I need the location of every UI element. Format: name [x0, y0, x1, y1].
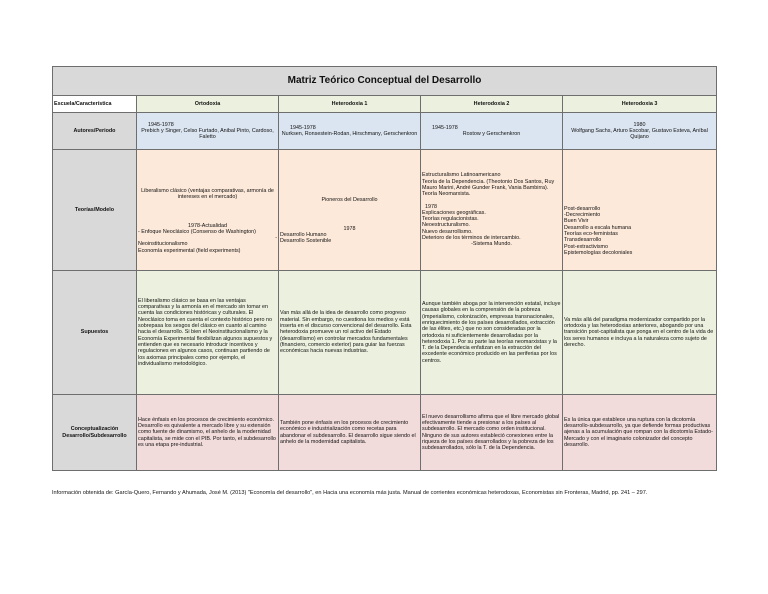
- row-autores: [53, 113, 717, 150]
- row-teorias: [53, 150, 717, 271]
- theory-list: [422, 210, 561, 248]
- period-text: 1945-1978: [432, 124, 458, 131]
- list-item: Teoría Neomarxista.: [422, 191, 471, 198]
- cell-supuestos-ortodoxia: El liberalismo clásico se basa en las ventajas comparativas y la armonía en el mercado sin tomar en cuenta las condiciones históricas y culturales. El Neoclásico toma en cuenta el contexto histórico pero no sobrepasa los sesgos del clásico en cuanto al camino hacia el desarrollo. Si bien el Neoinstitucionalismo y la Economía Experimental flexibilizan algunos supuestos y entienden que es necesario introducir incentivos y regulaciones en algunos casos, continuan partiendo de los axiomas principales como por ejemplo, el individualismo metodológico.: [137, 271, 279, 395]
- column-header-heterodoxia-2: Heterodoxia 2: [421, 96, 563, 113]
- list-item: Estructuralismo Latinoamericano: [422, 172, 501, 179]
- cell-autores-ortodoxia: [137, 113, 279, 150]
- list-item: - Enfoque Neoclásico (Consenso de Washington): [138, 228, 256, 235]
- corner-header: Escuela/Característica: [53, 96, 137, 113]
- list-item: Epistemologías decoloniales: [564, 249, 633, 256]
- cell-supuestos-heterodoxia-2: Aunque también aboga por la intervención estatal, incluye causas globales en la comprensión de la pobreza (imperialismo, colonización, empresas transnacionales, enriquecimiento de los países desarrollados, extracción de las élites, etc.) que no son consideradas por la ortodoxia ni suficientemente desarrolladas por la heterodoxia 1. Por su parte las teorías neomarxistas y la T. de la Dependecia enfatizan en la extracción del excedente económico producido en las periferias por los centros.: [421, 271, 563, 395]
- row-supuestos: [53, 271, 717, 395]
- cell-autores-heterodoxia-2: [421, 113, 563, 150]
- theory-list: [138, 229, 277, 254]
- theory-list: [280, 232, 419, 245]
- list-item: Transdesarrollo: [564, 237, 602, 244]
- cell-autores-heterodoxia-1: [279, 113, 421, 150]
- list-item: Teorías regulacionistas.: [422, 216, 479, 223]
- list-item: -Sistema Mundo.: [471, 241, 512, 248]
- cell-conceptualizacion-heterodoxia-2: El nuevo desarrollismo afirma que el libre mercado global efectivamente tiende a presionar a los países al subdesarrollo. El mercado como orden institucional. Ninguno de sus autores estableció conexiones entre la riqueza de los países desarrollados y la pobreza de los subdesarrollados, sólo la T. de la Dependencia.: [421, 395, 563, 471]
- source-footnote: Información obtenida de: García-Quero, Fernando y Ahumada, José M. (2013) "Economía del desarrollo", en Hacia una economía más justa. Manual de corrientes económicas heterodoxas, Economistas sin Fronteras, Madrid, pp. 241 – 297.: [52, 490, 648, 496]
- cell-autores-heterodoxia-3: [563, 113, 717, 150]
- list-item: Nuevo desarrollismo.: [422, 228, 473, 235]
- list-item: Economía experimental (field experiments): [138, 247, 241, 254]
- period-text: 1980: [633, 121, 646, 128]
- list-item: Post-desarrollo: [564, 205, 601, 212]
- authors-text: Nurksen, Ronsestein-Rodan, Hirschmany, Gerschenkron: [281, 131, 418, 137]
- list-item: Desarrollo Sostenible: [280, 238, 332, 245]
- list-item: Desarrollo Humano: [280, 232, 327, 238]
- list-item: Teoría de la Dependencia. (Theotonio Dos Santos, Ruy Mauro Marini, André Gunder Frank, Vania Bambirra).: [422, 178, 555, 191]
- column-header-ortodoxia: Ortodoxia: [137, 96, 279, 113]
- row-label-conceptualizacion: Conceptualización Desarrollo/Subdesarrollo: [53, 395, 137, 471]
- theory-list: [564, 206, 715, 256]
- cell-teorias-heterodoxia-2: [421, 150, 563, 271]
- list-item: Deterioro de los términos de intercambio.: [422, 235, 521, 242]
- authors-text: Wolfgang Sachs, Arturo Escobar, Gustavo Esteva, Aníbal Quijano: [571, 127, 708, 141]
- list-item: Explicaciones geográficas.: [422, 209, 486, 216]
- matrix-title: Matriz Teórico Conceptual del Desarrollo: [53, 67, 717, 96]
- cell-supuestos-heterodoxia-1: Van más allá de la idea de desarrollo como progreso material. Sin embargo, no cuestiona los medios y está inserta en el discurso convencional del desarrollo. Esta heterodoxia promueve un rol activo del Estado (desarrollismo) en controlar mercados fundamentales (financiero, comercio exterior) para guiar las fuerzas económicas hacia nuevas industrias.: [279, 271, 421, 395]
- list-item: Buen Vivir: [564, 218, 589, 225]
- list-item: Post-extractivismo: [564, 243, 609, 250]
- theory-top-text: Liberalismo clásico (ventajas comparativas, armonía de intereses en el mercado): [141, 187, 274, 201]
- row-label-supuestos: Supuestos: [53, 271, 137, 395]
- cell-conceptualizacion-heterodoxia-1: También pone énfasis en los procesos de crecimiento económico e industrialización como recetas para abandonar el subdesarrollo. El desarrollo sigue siendo el anhelo de la modernidad capitalista.: [279, 395, 421, 471]
- list-item: Neoestructuralismo.: [422, 222, 470, 229]
- row-conceptualizacion: [53, 395, 717, 471]
- row-label-teorias: Teorías/Modelo: [53, 150, 137, 271]
- theory-year: 1978: [343, 225, 356, 232]
- period-text: 1945-1978: [148, 121, 174, 128]
- header-row: [53, 96, 717, 113]
- theory-top-text: Pioneros del Desarrollo: [321, 197, 378, 204]
- authors-text: Rostow y Gerschenkron: [462, 131, 521, 137]
- list-item: Neoinstitucionalismo: [138, 241, 188, 248]
- cell-conceptualizacion-ortodoxia: Hace énfasis en los procesos de crecimiento económico. Desarrollo es quivalente a mercado libre y su extensión como fuente de dinamismo, el anhelo de la modernidad capitalista, se mide con el PIB. Por tanto, el subdesarrollo es una etapa pre-industrial.: [137, 395, 279, 471]
- authors-text: Prebich y Singer, Celso Furtado, Anibal Pinto, Cardoso, Faletto: [141, 127, 274, 141]
- development-matrix-table: [52, 66, 717, 471]
- cell-teorias-heterodoxia-1: [279, 150, 421, 271]
- cell-teorias-ortodoxia: [137, 150, 279, 271]
- list-item: Desarrollo a escala humana: [564, 224, 632, 231]
- cell-supuestos-heterodoxia-3: Va más allá del paradigma modernizador compartido por la ortodoxia y las heterodoxias anteriores, abogando por una transición post-capitalista que ponga en el centro de la vida de los seres humanos e incluya a la naturaleza como sujeto de derecho.: [563, 271, 717, 395]
- period-text: 1945-1978: [290, 124, 316, 131]
- theory-top-list: [422, 172, 561, 197]
- column-header-heterodoxia-1: Heterodoxia 1: [279, 96, 421, 113]
- list-item: Teorías eco-feministas: [564, 231, 618, 237]
- column-header-heterodoxia-3: Heterodoxia 3: [563, 96, 717, 113]
- theory-year: 1978: [425, 203, 437, 210]
- list-item: -Decrecimiento: [564, 212, 601, 219]
- cell-teorias-heterodoxia-3: [563, 150, 717, 271]
- theory-year: 1978-Actualidad: [188, 222, 227, 229]
- list-item: -: [275, 235, 277, 242]
- row-label-autores: Autores/Periodo: [53, 113, 137, 150]
- cell-conceptualizacion-heterodoxia-3: Es la única que establece una ruptura con la dicotomía desarrollo-subdesarrollo, ya que defiende formas productivas ajenas a la acumulación que rompan con la dicotomía Estado-Mercado y con el imaginario colonizador del concepto desarrollo.: [563, 395, 717, 471]
- title-row: [53, 67, 717, 96]
